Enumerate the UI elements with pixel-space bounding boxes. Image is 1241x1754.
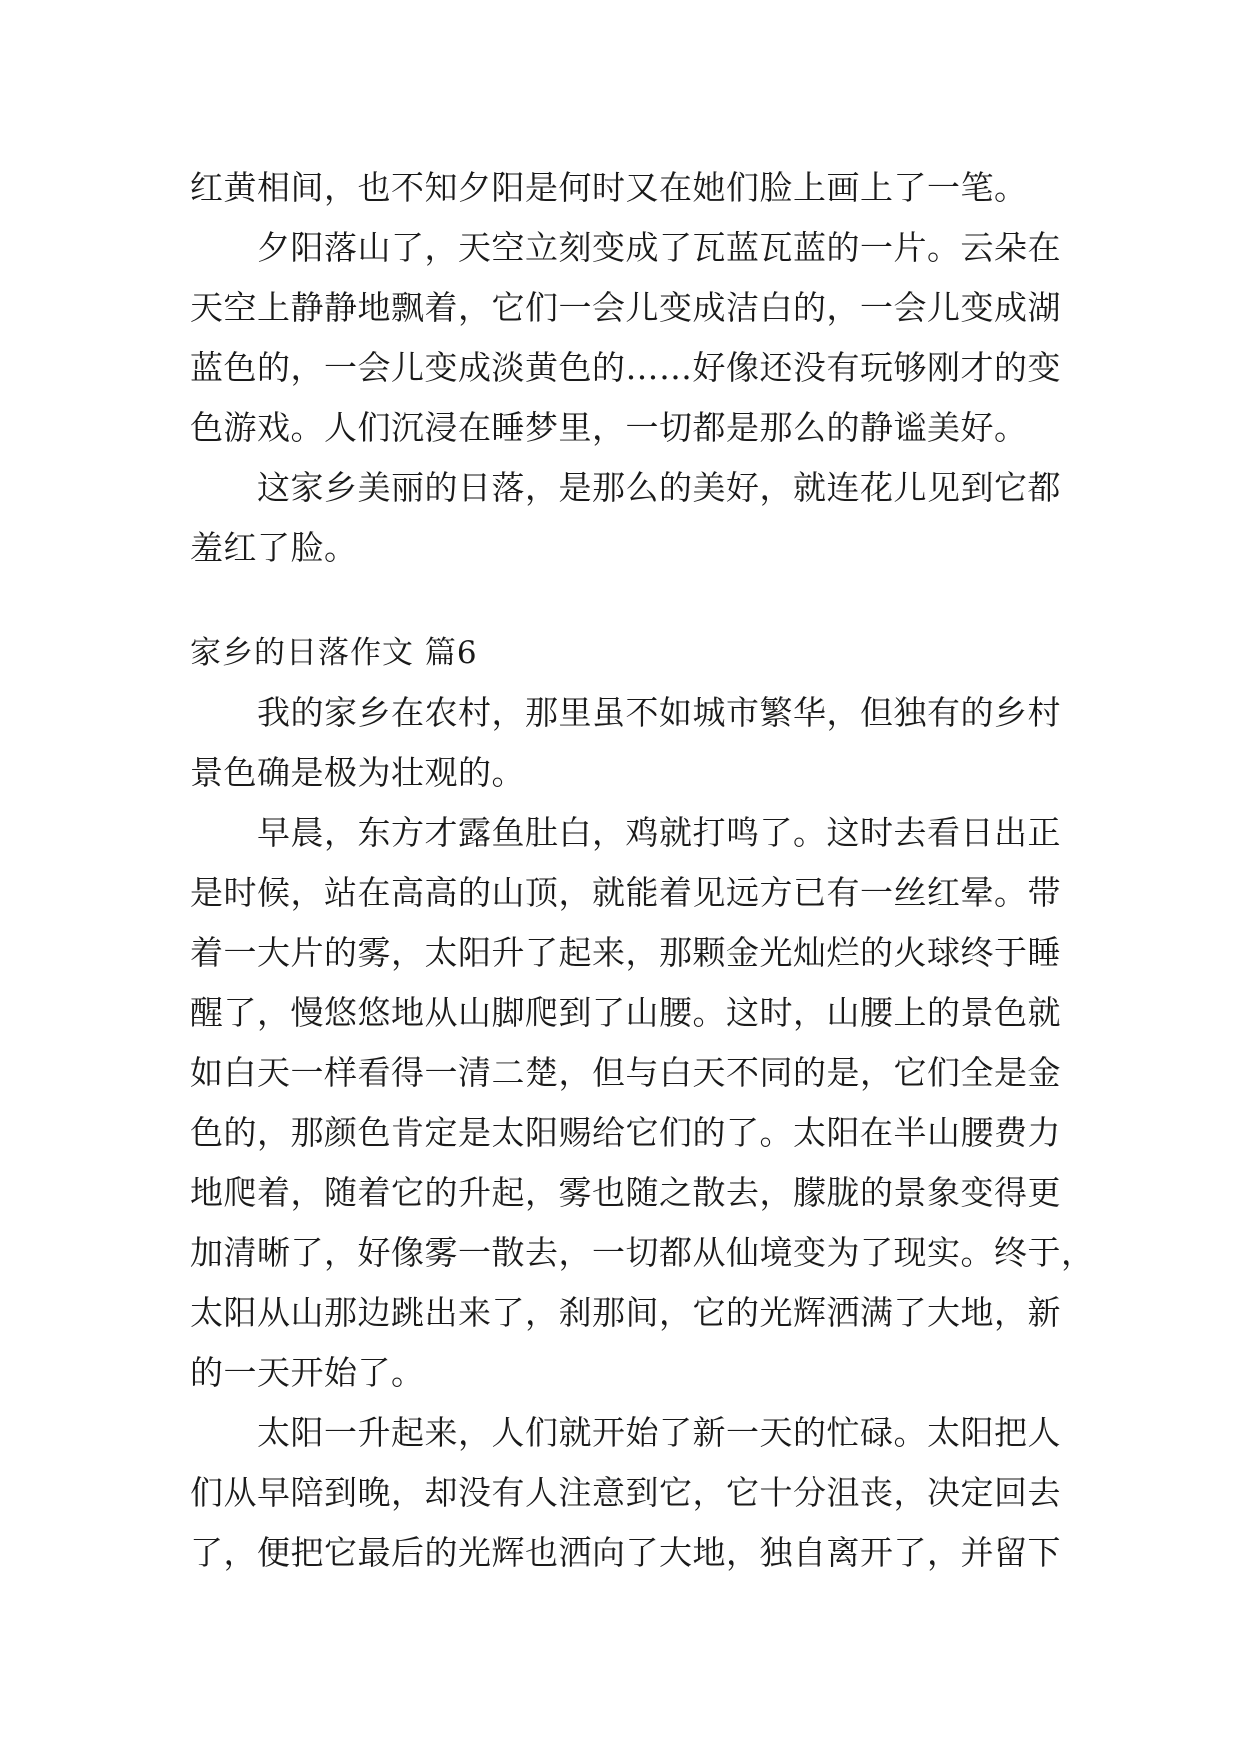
paragraph-line: 如白天一样看得一清二楚，但与白天不同的是，它们全是金 [190, 1053, 1061, 1092]
paragraph-line: 的一天开始了。 [190, 1353, 425, 1392]
paragraph-line: 地爬着，随着它的升起，雾也随之散去，朦胧的景象变得更 [190, 1173, 1061, 1212]
paragraph-line: 太阳一升起来，人们就开始了新一天的忙碌。太阳把人 [257, 1413, 1061, 1452]
paragraph-line: 了，便把它最后的光辉也洒向了大地，独自离开了，并留下 [190, 1533, 1061, 1572]
paragraph-line: 夕阳落山了，天空立刻变成了瓦蓝瓦蓝的一片。云朵在 [257, 228, 1061, 267]
paragraph-line: 这家乡美丽的日落，是那么的美好，就连花儿见到它都 [257, 468, 1061, 507]
paragraph-line: 色游戏。人们沉浸在睡梦里，一切都是那么的静谧美好。 [190, 408, 1028, 447]
paragraph-line: 早晨，东方才露鱼肚白，鸡就打鸣了。这时去看日出正 [257, 813, 1061, 852]
paragraph-line: 景色确是极为壮观的。 [190, 753, 525, 792]
section-heading: 家乡的日落作文 篇6 [190, 635, 478, 671]
paragraph-line: 蓝色的，一会儿变成淡黄色的……好像还没有玩够刚才的变 [190, 348, 1061, 387]
paragraph-line: 我的家乡在农村，那里虽不如城市繁华，但独有的乡村 [257, 693, 1061, 732]
paragraph-line: 色的，那颜色肯定是太阳赐给它们的了。太阳在半山腰费力 [190, 1113, 1061, 1152]
paragraph-line: 醒了，慢悠悠地从山脚爬到了山腰。这时，山腰上的景色就 [190, 993, 1061, 1032]
paragraph-line: 天空上静静地飘着，它们一会儿变成洁白的，一会儿变成湖 [190, 288, 1061, 327]
paragraph-line: 羞红了脸。 [190, 528, 358, 567]
paragraph-line: 着一大片的雾，太阳升了起来，那颗金光灿烂的火球终于睡 [190, 933, 1061, 972]
paragraph-line: 们从早陪到晚，却没有人注意到它，它十分沮丧，决定回去 [190, 1473, 1061, 1512]
paragraph-line: 加清晰了，好像雾一散去，一切都从仙境变为了现实。终于， [190, 1233, 1095, 1272]
paragraph-line: 是时候，站在高高的山顶，就能着见远方已有一丝红晕。带 [190, 873, 1061, 912]
paragraph-line: 红黄相间，也不知夕阳是何时又在她们脸上画上了一笔。 [190, 168, 1028, 207]
paragraph-line: 太阳从山那边跳出来了，刹那间，它的光辉洒满了大地，新 [190, 1293, 1061, 1332]
